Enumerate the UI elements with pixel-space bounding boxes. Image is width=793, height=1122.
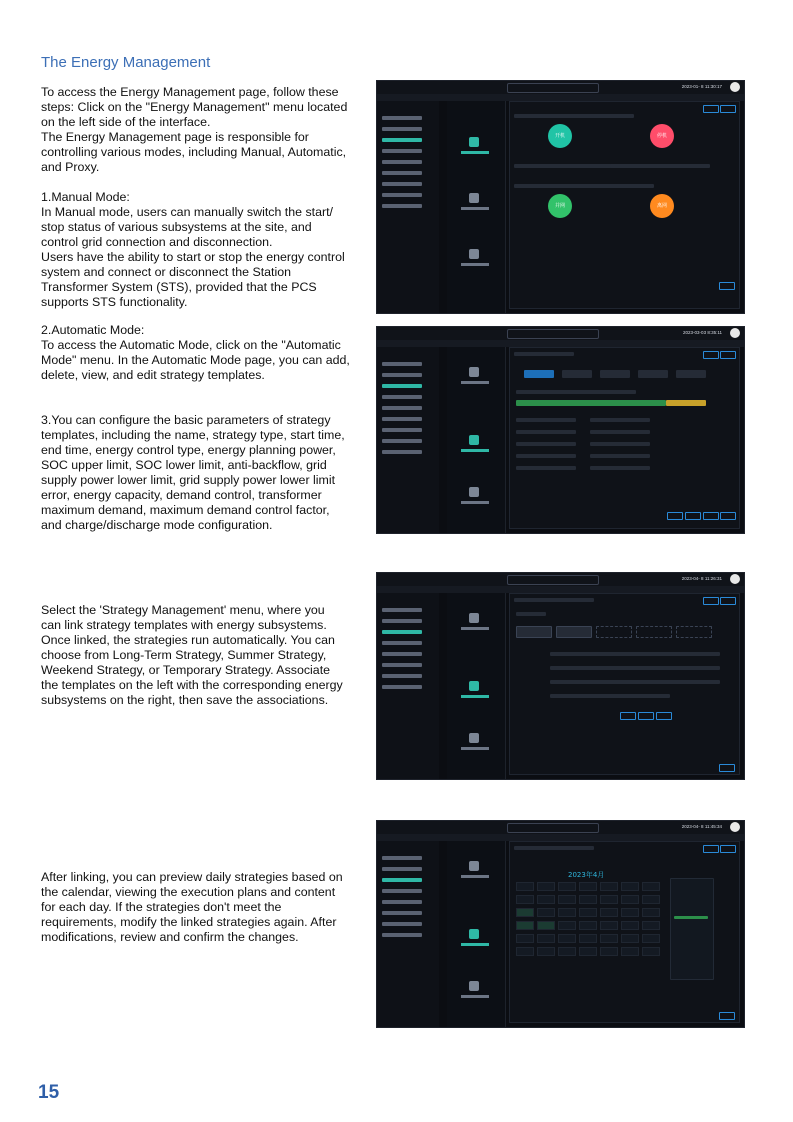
- screenshot-sidebar: [377, 593, 439, 779]
- screenshot-topbar: [377, 327, 744, 340]
- sidebar-item: [382, 149, 422, 153]
- template-card-active: [524, 370, 554, 378]
- toolbar-button: [703, 845, 719, 853]
- calendar-preview-text: After linking, you can preview daily strategies based on the calendar, viewing the execution plans and content for each day. If the strategies don't meet the requirements, modify the linked strategies again. After modifications, review and confirm the changes.: [41, 870, 343, 944]
- template-card: [638, 370, 668, 378]
- calendar-day-cell: [642, 947, 660, 956]
- calendar-preview-block: [41, 870, 376, 945]
- param-row: [516, 466, 576, 470]
- grid-disconnect-button: 离网: [650, 194, 674, 218]
- param-row: [516, 418, 576, 422]
- strategy-config-text: 3.You can configure the basic parameters of strategy templates, including the name, strategy type, start time, end time, energy control type, energy planning power, SOC upper limit, SOC lower limit, anti-backflow, grid supply power lower limit, grid supply power lower limit error, energy capacity, demand control, transformer maximum demand, maximum demand control factor, and charge/discharge mode configuration.: [41, 413, 345, 532]
- calendar-day-cell: [642, 882, 660, 891]
- calendar-day-cell: [642, 895, 660, 904]
- start-button: 开机: [548, 124, 572, 148]
- sidebar-item: [382, 193, 422, 197]
- mode-column: [447, 841, 506, 1027]
- calendar-day-cell: [537, 921, 555, 930]
- toolbar-button: [720, 597, 736, 605]
- calendar-day-cell: [642, 921, 660, 930]
- calendar-day-cell: [600, 947, 618, 956]
- timeline-bar: [516, 400, 666, 406]
- page-number: 15: [38, 1082, 60, 1103]
- param-row: [590, 442, 650, 446]
- avatar: [730, 328, 740, 338]
- sidebar-item: [382, 663, 422, 667]
- manual-content-panel: [509, 101, 740, 309]
- auto-mode-label: [461, 207, 489, 210]
- action-button: [620, 712, 636, 720]
- sidebar-item-active: [382, 138, 422, 142]
- screenshot-topbar: [377, 573, 744, 586]
- screenshot-sidebar: [377, 347, 439, 533]
- avatar: [730, 822, 740, 832]
- automatic-mode-screenshot: [376, 326, 745, 534]
- param-row: [516, 430, 576, 434]
- strategy-content-panel: [509, 593, 740, 775]
- calendar-day-cell: [537, 895, 555, 904]
- template-card: [676, 370, 706, 378]
- screenshot-menubar: [377, 340, 744, 347]
- calendar-day-cell: [516, 921, 534, 930]
- day-detail-panel: [670, 878, 714, 980]
- strategy-slot: [556, 626, 592, 638]
- toolbar-button: [703, 597, 719, 605]
- manual-mode-title: 1.Manual Mode:: [41, 190, 130, 204]
- sidebar-item: [382, 171, 422, 175]
- automatic-content-panel: [509, 347, 740, 529]
- param-row: [590, 466, 650, 470]
- automatic-mode-text: To access the Automatic Mode, click on the "Automatic Mode" menu. In the Automatic Mode page, you can add, delete, view, and edit strategy templates.: [41, 338, 350, 382]
- timeline-bar-peak: [666, 400, 706, 406]
- auto-mode-icon: [469, 435, 479, 445]
- screenshot-title-box: [507, 575, 599, 585]
- screenshot-clock: 2023-01- 8 11:30:17: [681, 84, 722, 89]
- param-row: [550, 666, 720, 670]
- screenshot-sidebar: [377, 841, 439, 1027]
- proxy-mode-icon: [469, 487, 479, 497]
- screenshot-title-box: [507, 823, 599, 833]
- sidebar-item: [382, 362, 422, 366]
- action-button: [720, 512, 736, 520]
- calendar-day-cell: [579, 947, 597, 956]
- action-button: [703, 512, 719, 520]
- sidebar-item: [382, 204, 422, 208]
- day-timeline-bar: [674, 916, 708, 919]
- input-row: [610, 164, 710, 168]
- proxy-mode-label: [461, 995, 489, 998]
- intro-paragraph: To access the Energy Management page, follow these steps: Click on the "Energy Management" menu located on the left side of the interface. The Energy Management page is responsible for controlling various modes, including Manual, Automatic, and Proxy.: [41, 85, 348, 174]
- toolbar-button: [720, 845, 736, 853]
- param-row: [550, 652, 720, 656]
- param-row: [590, 430, 650, 434]
- section-header: [514, 184, 654, 188]
- automatic-mode-title: 2.Automatic Mode:: [41, 323, 145, 337]
- screenshot-sidebar: [377, 101, 439, 313]
- manual-mode-text: In Manual mode, users can manually switch the start/ stop status of various subsystems at the site, and control grid connection and disconnection. Users have the ability to start or stop the energy control system and connect or disconnect the Station Transformer System (STS), provided that the PCS supports STS functionality.: [41, 205, 345, 309]
- template-card: [562, 370, 592, 378]
- calendar-day-cell: [600, 934, 618, 943]
- calendar-day-cell: [558, 895, 576, 904]
- calendar-day-cell: [621, 895, 639, 904]
- calendar-day-cell: [558, 882, 576, 891]
- input-row: [516, 390, 636, 394]
- manual-mode-screenshot: [376, 80, 745, 314]
- sidebar-item-active: [382, 384, 422, 388]
- calendar-day-cell: [621, 908, 639, 917]
- action-button: [667, 512, 683, 520]
- calendar-day-cell: [579, 895, 597, 904]
- screenshot-clock: 2023-04- 8 11:26:31: [681, 576, 722, 581]
- calendar-day-cell: [621, 921, 639, 930]
- calendar-day-cell: [558, 908, 576, 917]
- action-button: [685, 512, 701, 520]
- automatic-mode-block: [41, 323, 376, 533]
- avatar: [730, 574, 740, 584]
- proxy-mode-icon: [469, 733, 479, 743]
- proxy-mode-icon: [469, 981, 479, 991]
- calendar-day-cell: [537, 934, 555, 943]
- calendar-day-cell: [516, 908, 534, 917]
- manual-mode-label: [461, 151, 489, 154]
- manual-mode-icon: [469, 137, 479, 147]
- manual-mode-label: [461, 627, 489, 630]
- screenshot-topbar: [377, 81, 744, 94]
- sidebar-item: [382, 900, 422, 904]
- calendar-day-cell: [516, 895, 534, 904]
- sidebar-item: [382, 652, 422, 656]
- manual-mode-icon: [469, 367, 479, 377]
- screenshot-menubar: [377, 834, 744, 841]
- screenshot-clock: 2023-03-03 8:35:11: [683, 330, 722, 335]
- tab-row: [514, 352, 574, 356]
- sidebar-item: [382, 395, 422, 399]
- sidebar-item: [382, 922, 422, 926]
- proxy-mode-label: [461, 501, 489, 504]
- strategy-management-screenshot: [376, 572, 745, 780]
- toolbar-button: [703, 351, 719, 359]
- strategy-management-block: [41, 603, 376, 708]
- toolbar-button: [703, 105, 719, 113]
- screenshot-menubar: [377, 586, 744, 593]
- sidebar-item: [382, 856, 422, 860]
- auto-mode-icon: [469, 929, 479, 939]
- grid-connect-button: 并网: [548, 194, 572, 218]
- calendar-month-title: 2023年4月: [568, 871, 605, 879]
- strategy-slot-empty: [596, 626, 632, 638]
- sidebar-item: [382, 160, 422, 164]
- sidebar-item: [382, 439, 422, 443]
- calendar-day-cell: [600, 882, 618, 891]
- calendar-day-cell: [558, 921, 576, 930]
- mode-column: [447, 593, 506, 779]
- calendar-day-cell: [600, 921, 618, 930]
- param-row: [550, 680, 720, 684]
- calendar-day-cell: [642, 908, 660, 917]
- strategy-slot-empty: [636, 626, 672, 638]
- calendar-day-cell: [579, 908, 597, 917]
- action-button: [638, 712, 654, 720]
- sub-tab: [516, 612, 546, 616]
- auto-mode-label: [461, 449, 489, 452]
- sidebar-item: [382, 450, 422, 454]
- sidebar-item: [382, 641, 422, 645]
- param-row: [516, 454, 576, 458]
- strategy-slot: [516, 626, 552, 638]
- sidebar-item: [382, 406, 422, 410]
- auto-mode-label: [461, 695, 489, 698]
- sidebar-item: [382, 889, 422, 893]
- save-button: [719, 764, 735, 772]
- calendar-day-cell: [516, 882, 534, 891]
- sidebar-item: [382, 116, 422, 120]
- manual-mode-icon: [469, 861, 479, 871]
- strategy-management-text: Select the 'Strategy Management' menu, where you can link strategy templates with energy subsystems. Once linked, the strategies run automatically. You can choose from Long-Term Strategy, Summer Strategy, Weekend Strategy, or Temporary Strategy. Associate the templates on the left with the corresponding energy subsystems on the right, then save the associations.: [41, 603, 343, 707]
- proxy-mode-label: [461, 263, 489, 266]
- calendar-day-cell: [621, 934, 639, 943]
- tab-row: [514, 598, 594, 602]
- calendar-day-cell: [579, 921, 597, 930]
- manual-mode-label: [461, 381, 489, 384]
- template-card: [600, 370, 630, 378]
- calendar-preview-screenshot: [376, 820, 745, 1028]
- mode-column: [447, 101, 506, 313]
- sidebar-item: [382, 417, 422, 421]
- save-button: [719, 1012, 735, 1020]
- toolbar-button: [720, 351, 736, 359]
- calendar-day-cell: [621, 947, 639, 956]
- section-header: [514, 114, 634, 118]
- sidebar-item: [382, 933, 422, 937]
- manual-mode-label: [461, 875, 489, 878]
- energy-management-intro-block: [41, 85, 376, 310]
- proxy-mode-label: [461, 747, 489, 750]
- calendar-day-cell: [642, 934, 660, 943]
- screenshot-topbar: [377, 821, 744, 834]
- sidebar-item: [382, 674, 422, 678]
- screenshot-clock: 2023-04- 8 11:45:34: [681, 824, 722, 829]
- screenshot-menubar: [377, 94, 744, 101]
- auto-mode-icon: [469, 193, 479, 203]
- sidebar-item: [382, 428, 422, 432]
- page-heading: The Energy Management: [41, 54, 211, 71]
- avatar: [730, 82, 740, 92]
- calendar-day-cell: [537, 882, 555, 891]
- calendar-day-cell: [558, 934, 576, 943]
- param-row: [590, 418, 650, 422]
- calendar-day-cell: [600, 908, 618, 917]
- sidebar-item: [382, 608, 422, 612]
- strategy-slot-empty: [676, 626, 712, 638]
- sidebar-item: [382, 373, 422, 377]
- param-row: [516, 442, 576, 446]
- sidebar-item: [382, 182, 422, 186]
- sidebar-item: [382, 127, 422, 131]
- calendar-day-cell: [579, 934, 597, 943]
- auto-mode-icon: [469, 681, 479, 691]
- stop-button: 停机: [650, 124, 674, 148]
- sidebar-item: [382, 685, 422, 689]
- param-row: [590, 454, 650, 458]
- calendar-day-cell: [621, 882, 639, 891]
- toolbar-button: [720, 105, 736, 113]
- calendar-content-panel: [509, 841, 740, 1023]
- save-button: [719, 282, 735, 290]
- sidebar-item: [382, 867, 422, 871]
- sidebar-item: [382, 911, 422, 915]
- screenshot-title-box: [507, 329, 599, 339]
- calendar-day-cell: [537, 947, 555, 956]
- manual-mode-icon: [469, 613, 479, 623]
- calendar-day-cell: [579, 882, 597, 891]
- auto-mode-label: [461, 943, 489, 946]
- tab-row: [514, 846, 594, 850]
- sidebar-item-active: [382, 630, 422, 634]
- proxy-mode-icon: [469, 249, 479, 259]
- sidebar-item: [382, 619, 422, 623]
- param-row: [550, 694, 670, 698]
- sidebar-item-active: [382, 878, 422, 882]
- calendar-day-cell: [600, 895, 618, 904]
- action-button: [656, 712, 672, 720]
- calendar-day-cell: [537, 908, 555, 917]
- screenshot-title-box: [507, 83, 599, 93]
- calendar-day-cell: [516, 947, 534, 956]
- calendar-day-cell: [558, 947, 576, 956]
- calendar-day-cell: [516, 934, 534, 943]
- mode-column: [447, 347, 506, 533]
